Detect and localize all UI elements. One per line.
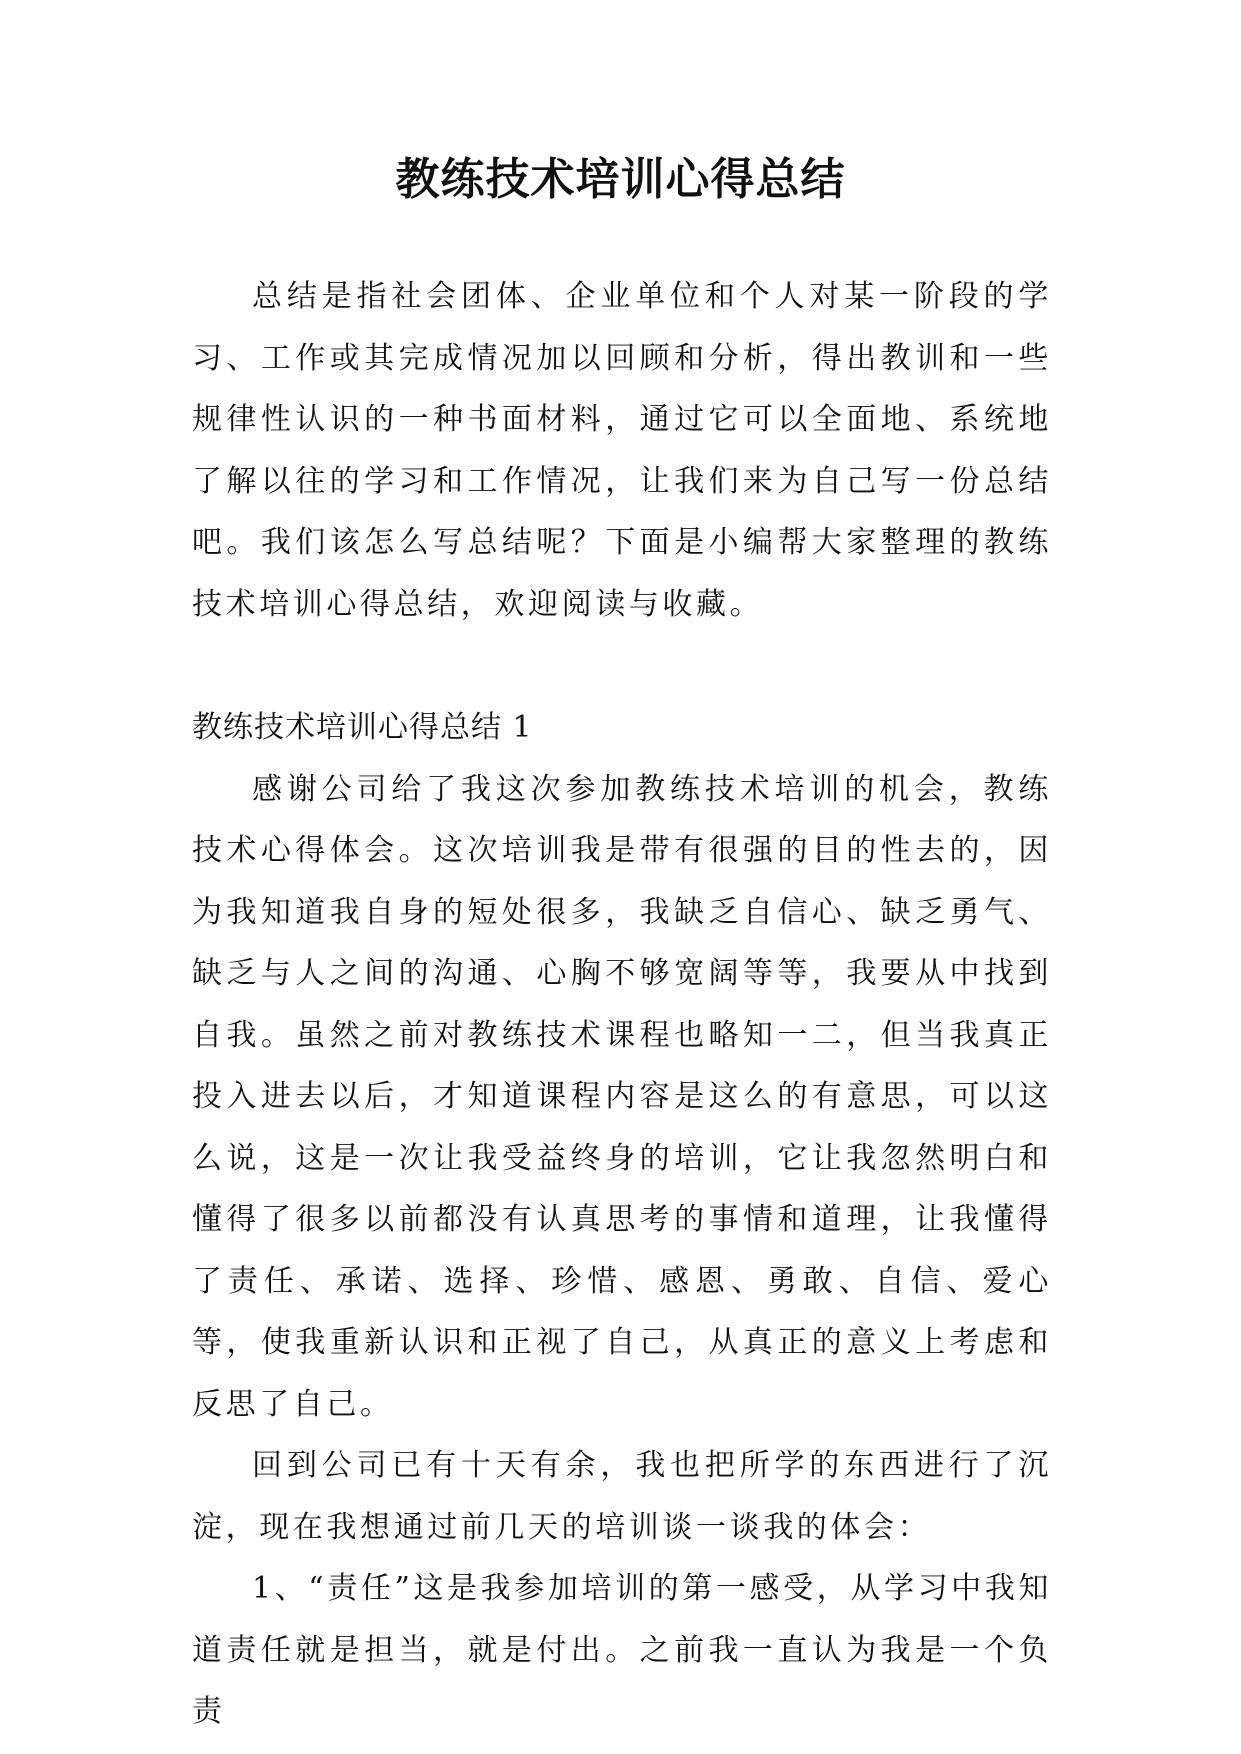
section-heading: 教练技术培训心得总结 1: [192, 710, 533, 745]
body-paragraph-2: 回到公司已有十天有余，我也把所学的东西进行了沉淀，现在我想通过前几天的培训谈一谈我的体会：: [192, 1448, 1052, 1545]
body-paragraph-1: 感谢公司给了我这次参加教练技术培训的机会，教练技术心得体会。这次培训我是带有很强的目的性去的，因为我知道我自身的短处很多，我缺乏自信心、缺乏勇气、缺乏与人之间的沟通、心胸不够宽阔等等，我要从中找到自我。虽然之前对教练技术课程也略知一二，但当我真正投入进去以后，才知道课程内容是这么的有意思，可以这么说，这是一次让我受益终身的培训，它让我忽然明白和懂得了很多以前都没有认真思考的事情和道理，让我懂得了责任、承诺、选择、珍惜、感恩、勇敢、自信、爱心等，使我重新认识和正视了自己，从真正的意义上考虑和反思了自己。: [192, 771, 1052, 1422]
intro-paragraph: 总结是指社会团体、企业单位和个人对某一阶段的学习、工作或其完成情况加以回顾和分析，得出教训和一些规律性认识的一种书面材料，通过它可以全面地、系统地了解以往的学习和工作情况，让我们来为自己写一份总结吧。我们该怎么写总结呢？下面是小编帮大家整理的教练技术培训心得总结，欢迎阅读与收藏。: [192, 279, 1052, 622]
document-title: 教练技术培训心得总结: [395, 154, 846, 205]
section-block: [192, 697, 1052, 1743]
intro-block: [192, 266, 1052, 635]
body-paragraph-3: 1、“责任”这是我参加培训的第一感受，从学习中我知道责任就是担当，就是付出。之前我一直认为我是一个负责: [192, 1571, 1052, 1729]
